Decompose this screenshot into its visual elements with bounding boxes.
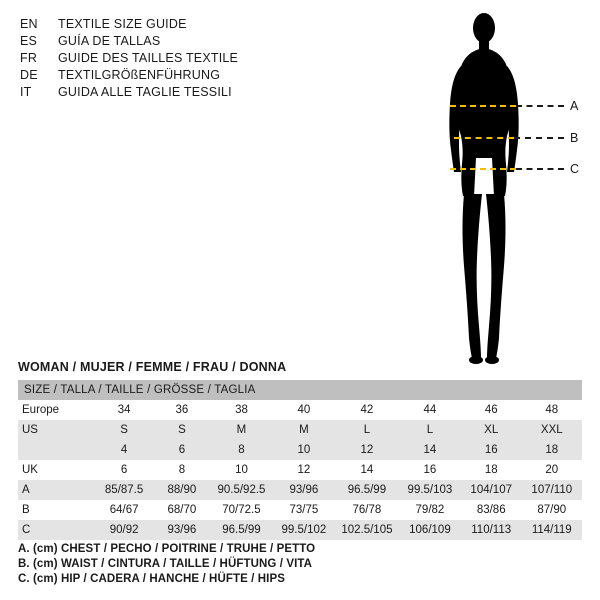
row-label: UK (18, 460, 94, 480)
table-row (18, 520, 582, 540)
cell: 12 (335, 440, 399, 460)
language-row-fr (20, 50, 320, 67)
cell: 6 (154, 440, 210, 460)
dash-line-b-right (514, 137, 564, 139)
cell: 20 (522, 460, 582, 480)
cell: 83/86 (461, 500, 522, 520)
cell: 79/82 (399, 500, 461, 520)
size-table-wrapper (18, 380, 582, 540)
cell: 90.5/92.5 (210, 480, 273, 500)
woman-section-caption: WOMAN / MUJER / FEMME / FRAU / DONNA (18, 360, 287, 374)
language-code: ES (20, 34, 38, 48)
cell: 68/70 (154, 500, 210, 520)
cell: 73/75 (273, 500, 335, 520)
cell: M (273, 420, 335, 440)
size-table (18, 380, 582, 540)
cell: 90/92 (94, 520, 154, 540)
cell: 110/113 (461, 520, 522, 540)
cell: 96.5/99 (210, 520, 273, 540)
cell: 10 (210, 460, 273, 480)
cell: 4 (94, 440, 154, 460)
language-code: FR (20, 51, 38, 65)
cell: 6 (94, 460, 154, 480)
language-code: DE (20, 68, 38, 82)
marker-b (454, 132, 590, 144)
cell: 12 (273, 460, 335, 480)
language-title: GUIDA ALLE TAGLIE TESSILI (58, 85, 232, 99)
cell: 18 (522, 440, 582, 460)
language-title: GUÍA DE TALLAS (58, 34, 161, 48)
row-label: C (18, 520, 94, 540)
measurement-legend (18, 542, 578, 587)
cell: 8 (154, 460, 210, 480)
cell: 10 (273, 440, 335, 460)
table-header-label: SIZE / TALLA / TAILLE / GRÖSSE / TAGLIA (18, 380, 582, 400)
dash-line-c (450, 168, 516, 170)
female-silhouette-icon (430, 8, 590, 368)
row-label: Europe (18, 400, 94, 420)
cell: 36 (154, 400, 210, 420)
cell: 14 (335, 460, 399, 480)
cell: 64/67 (94, 500, 154, 520)
legend-item-c: C. (cm) HIP / CADERA / HANCHE / HÜFTE / HIPS (18, 573, 286, 585)
language-title: TEXTILE SIZE GUIDE (58, 17, 187, 31)
cell: 87/90 (522, 500, 582, 520)
cell: 99.5/103 (399, 480, 461, 500)
row-label: A (18, 480, 94, 500)
table-row (18, 400, 582, 420)
cell: 88/90 (154, 480, 210, 500)
legend-item-b: B. (cm) WAIST / CINTURA / TAILLE / HÜFTUNG / VITA (18, 558, 313, 570)
cell: 76/78 (335, 500, 399, 520)
table-row (18, 500, 582, 520)
cell: 107/110 (522, 480, 582, 500)
language-header-block (20, 16, 320, 101)
dash-line-c-right (516, 168, 564, 170)
cell: XL (461, 420, 522, 440)
cell: 93/96 (273, 480, 335, 500)
cell: 93/96 (154, 520, 210, 540)
table-row (18, 420, 582, 440)
dash-line-b (454, 137, 514, 139)
cell: 8 (210, 440, 273, 460)
table-header-row (18, 380, 582, 400)
dash-line-a-right (516, 105, 564, 107)
table-row (18, 460, 582, 480)
cell: 14 (399, 440, 461, 460)
marker-a (450, 100, 590, 112)
table-row (18, 440, 582, 460)
row-label: US (18, 420, 94, 440)
marker-c (450, 163, 590, 175)
cell: XXL (522, 420, 582, 440)
body-figure (430, 8, 590, 368)
language-title: GUIDE DES TAILLES TEXTILE (58, 51, 239, 65)
cell: 102.5/105 (335, 520, 399, 540)
cell: M (210, 420, 273, 440)
cell: 40 (273, 400, 335, 420)
cell: 42 (335, 400, 399, 420)
cell: 16 (461, 440, 522, 460)
table-row (18, 480, 582, 500)
marker-label-c: C (570, 162, 580, 176)
cell: L (335, 420, 399, 440)
cell: 104/107 (461, 480, 522, 500)
language-row-es (20, 33, 320, 50)
language-row-en (20, 16, 320, 33)
language-code: EN (20, 17, 38, 31)
language-row-it (20, 84, 320, 101)
cell: S (94, 420, 154, 440)
cell: 34 (94, 400, 154, 420)
cell: 16 (399, 460, 461, 480)
cell: 99.5/102 (273, 520, 335, 540)
cell: 46 (461, 400, 522, 420)
cell: L (399, 420, 461, 440)
cell: 44 (399, 400, 461, 420)
language-code: IT (20, 85, 32, 99)
cell: 48 (522, 400, 582, 420)
language-row-de (20, 67, 320, 84)
marker-label-a: A (570, 99, 579, 113)
language-title: TEXTILGRÖßENFÜHRUNG (58, 68, 221, 82)
row-label (18, 440, 94, 460)
cell: 18 (461, 460, 522, 480)
cell: 38 (210, 400, 273, 420)
cell: 85/87.5 (94, 480, 154, 500)
cell: 96.5/99 (335, 480, 399, 500)
row-label: B (18, 500, 94, 520)
cell: 114/119 (522, 520, 582, 540)
legend-item-a: A. (cm) CHEST / PECHO / POITRINE / TRUHE / PETTO (18, 543, 316, 555)
cell: 70/72.5 (210, 500, 273, 520)
cell: 106/109 (399, 520, 461, 540)
marker-label-b: B (570, 131, 579, 145)
dash-line-a (450, 105, 516, 107)
cell: S (154, 420, 210, 440)
